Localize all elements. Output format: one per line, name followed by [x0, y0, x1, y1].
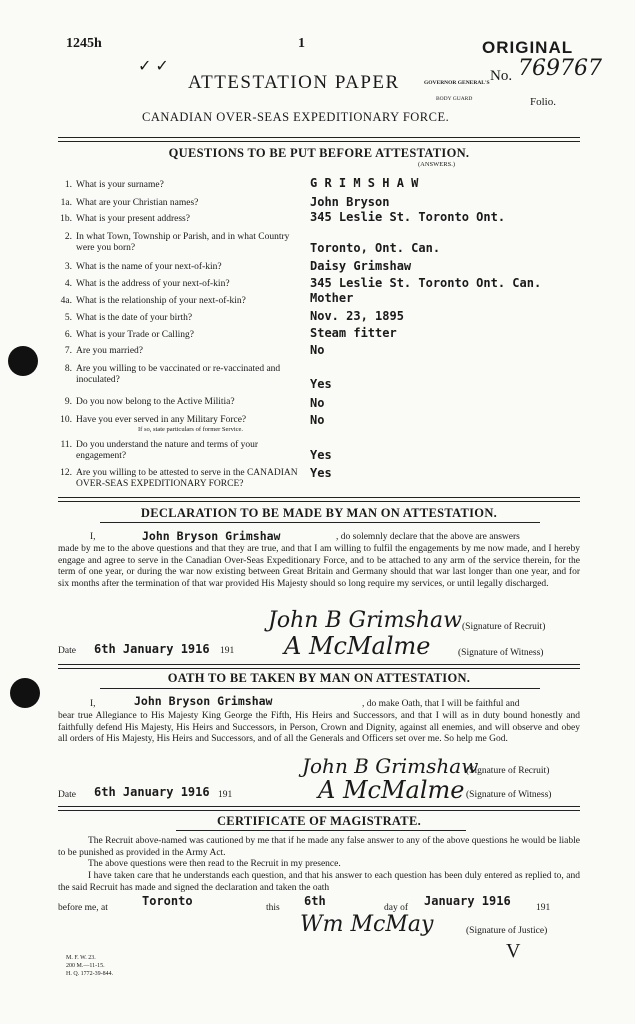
oath-witness-signature: A McMalme — [318, 776, 465, 804]
question-number: 12. — [60, 468, 72, 478]
divider — [176, 830, 466, 831]
question-label: Have you ever served in any Military Force? — [76, 415, 247, 425]
certificate-before-label: before me, at — [58, 903, 108, 913]
regimental-number: 769767 — [518, 56, 602, 81]
answer-value: Toronto, Ont. Can. — [310, 241, 441, 255]
force-subtitle: CANADIAN OVER-SEAS EXPEDITIONARY FORCE. — [142, 110, 450, 124]
declaration-text-after-name: , do solemnly declare that the above are answers — [336, 532, 520, 542]
question-text — [76, 364, 306, 386]
answer-value: G R I M S H A W — [310, 176, 419, 190]
answer-value: No — [310, 413, 325, 427]
question-number: 2. — [64, 232, 72, 242]
unit-stamp-line2: BODY GUARD — [436, 96, 473, 102]
question-label: Do you understand the nature and terms of your engagement? — [76, 440, 259, 461]
question-text — [76, 468, 306, 490]
check-mark: V — [506, 940, 521, 962]
question-text — [76, 180, 306, 191]
punch-hole-top — [8, 346, 38, 376]
question-label: What is your Trade or Calling? — [76, 330, 194, 340]
question-text — [76, 397, 306, 408]
answers-label: (ANSWERS.) — [418, 161, 456, 168]
reference-number: 1245h — [66, 36, 102, 51]
question-label: What is your present address? — [76, 214, 190, 224]
certificate-paragraph-2: The above questions were then read to the Recruit in my presence. — [88, 859, 341, 869]
folio-label: Folio. — [530, 96, 556, 108]
answer-value: 345 Leslie St. Toronto Ont. — [310, 210, 506, 224]
question-label: What is the address of your next-of-kin? — [76, 279, 230, 289]
footer-form-code — [66, 954, 113, 978]
divider — [58, 806, 580, 811]
question-note: If so, state particulars of former Service. — [138, 426, 244, 433]
question-text — [76, 346, 306, 357]
question-label: Are you married? — [76, 346, 143, 356]
question-label: What is the name of your next-of-kin? — [76, 262, 222, 272]
divider — [100, 522, 540, 523]
certificate-paragraph-3: I have taken care that he understands each question, and that his answer to each question has been duly entered as replied to, and the said Recruit has made and signed the declaration and taken the oath — [58, 871, 580, 893]
certificate-day: 6th — [304, 894, 326, 908]
oath-intro: I, — [90, 699, 96, 709]
divider — [58, 497, 580, 502]
question-number: 8. — [64, 364, 72, 374]
divider — [100, 688, 540, 689]
number-label: No. — [490, 68, 513, 84]
footer-line-1: M. F. W. 23. — [66, 955, 96, 961]
question-text — [76, 214, 306, 225]
answer-value: No — [310, 343, 325, 357]
declaration-recruit-label: (Signature of Recruit) — [462, 622, 546, 632]
answer-value: Yes — [310, 377, 332, 391]
unit-stamp-line1: GOVERNOR GENERAL'S — [424, 80, 490, 86]
question-text — [76, 330, 306, 341]
oath-recruit-label: (Signature of Recruit) — [466, 766, 550, 776]
question-number: 4. — [64, 279, 72, 289]
oath-recruit-signature: John B Grimshaw — [302, 754, 479, 778]
question-number: 4a. — [60, 296, 72, 306]
declaration-heading: DECLARATION TO BE MADE BY MAN ON ATTESTATION. — [140, 506, 498, 520]
answer-value: Daisy Grimshaw — [310, 259, 412, 273]
declaration-name: John Bryson Grimshaw — [142, 529, 281, 543]
question-label: What is the date of your birth? — [76, 313, 193, 323]
answer-value: Yes — [310, 448, 332, 462]
answer-value: Nov. 23, 1895 — [310, 309, 404, 323]
question-number: 1. — [64, 180, 72, 190]
answer-value: No — [310, 396, 325, 410]
question-number: 6. — [64, 330, 72, 340]
certificate-this-label: this — [266, 903, 280, 913]
question-text — [76, 296, 306, 307]
declaration-date-label: Date — [58, 646, 76, 656]
question-number: 3. — [64, 262, 72, 272]
document-title: ATTESTATION PAPER — [188, 72, 400, 93]
question-text — [76, 198, 306, 209]
certificate-place: Toronto — [142, 894, 193, 908]
oath-date-suffix: 191 — [218, 790, 233, 800]
declaration-recruit-signature: John B Grimshaw — [268, 608, 462, 633]
question-number: 5. — [64, 313, 72, 323]
question-text — [76, 232, 306, 254]
footer-line-2: 200 M.—11-15. — [66, 963, 105, 969]
answer-value: Mother — [310, 291, 354, 305]
punch-hole-bottom — [10, 678, 40, 708]
question-label: Are you willing to be attested to serve in the CANADIAN OVER-SEAS EXPEDITIONARY FORCE? — [76, 468, 298, 489]
question-label: Are you willing to be vaccinated or re-vaccinated and inoculated? — [76, 364, 281, 385]
oath-name: John Bryson Grimshaw — [134, 694, 273, 708]
justice-signature: Wm McMay — [300, 912, 434, 937]
question-text — [76, 313, 306, 324]
certificate-paragraph-1: The Recruit above-named was cautioned by me that if he made any false answer to any of the above questions he would be liable to be punished as provided in the Army Act. — [58, 836, 580, 858]
declaration-witness-signature: A McMalme — [284, 632, 431, 660]
question-text — [76, 262, 306, 273]
question-text — [76, 279, 306, 290]
question-label: What are your Christian names? — [76, 198, 199, 208]
question-number: 1a. — [60, 198, 72, 208]
question-number: 10. — [60, 415, 72, 425]
oath-date-label: Date — [58, 790, 76, 800]
answer-value: Steam fitter — [310, 326, 397, 340]
question-number: 1b. — [60, 214, 72, 224]
divider — [58, 137, 580, 142]
oath-date: 6th January 1916 — [94, 785, 210, 799]
tick-marks: ✓ ✓ — [138, 58, 169, 75]
certificate-year-suffix: 191 — [536, 903, 551, 913]
question-label: What is your surname? — [76, 180, 164, 190]
oath-witness-label: (Signature of Witness) — [466, 790, 552, 800]
divider — [58, 664, 580, 669]
declaration-intro: I, — [90, 532, 96, 542]
original-stamp: ORIGINAL — [482, 38, 574, 57]
oath-heading: OATH TO BE TAKEN BY MAN ON ATTESTATION. — [167, 671, 471, 685]
declaration-date: 6th January 1916 — [94, 642, 210, 656]
question-number: 7. — [64, 346, 72, 356]
certificate-month-year: January 1916 — [424, 894, 511, 908]
question-number: 9. — [64, 397, 72, 407]
question-label: In what Town, Township or Parish, and in what Country were you born? — [76, 232, 290, 253]
declaration-body: made by me to the above questions and that they are true, and that I am willing to fulfil the engagements by me now made, and I hereby engage and agree to serve in the Canadian Over-Seas Expeditionary Force, and to be attached to any arm of the service therein, for the term of one year, or during the war now existing between Great Britain and Germany should that war last longer than one year, and for six months after the termination of that war provided His Majesty should so long require my services, or until legally discharged. — [58, 544, 580, 589]
question-number: 11. — [60, 440, 72, 450]
question-text — [76, 415, 306, 433]
oath-text-after-name: , do make Oath, that I will be faithful and — [362, 699, 520, 709]
answer-value: Yes — [310, 466, 332, 480]
declaration-date-suffix: 191 — [220, 646, 235, 656]
oath-body: bear true Allegiance to His Majesty King George the Fifth, His Heirs and Successors, and that I will as in duty bound honestly and faithfully defend His Majesty, His Heirs and Successors, in Person, Crown and Dignity, against all enemies, and will observe and obey all orders of His Majesty, His Heirs and Successors, and of all the Generals and Officers set over me. So help me God. — [58, 711, 580, 744]
declaration-witness-label: (Signature of Witness) — [458, 648, 544, 658]
justice-label: (Signature of Justice) — [466, 926, 548, 936]
answer-value: John Bryson — [310, 195, 390, 209]
question-label: What is the relationship of your next-of-kin? — [76, 296, 246, 306]
page-number: 1 — [298, 36, 305, 51]
certificate-heading: CERTIFICATE OF MAGISTRATE. — [216, 814, 422, 828]
answer-value: 345 Leslie St. Toronto Ont. Can. — [310, 276, 542, 290]
certificate-day-label: day of — [384, 903, 409, 913]
question-label: Do you now belong to the Active Militia? — [76, 397, 235, 407]
question-text — [76, 440, 306, 462]
questions-heading: QUESTIONS TO BE PUT BEFORE ATTESTATION. — [168, 146, 470, 160]
footer-line-3: H. Q. 1772-39-844. — [66, 971, 114, 977]
